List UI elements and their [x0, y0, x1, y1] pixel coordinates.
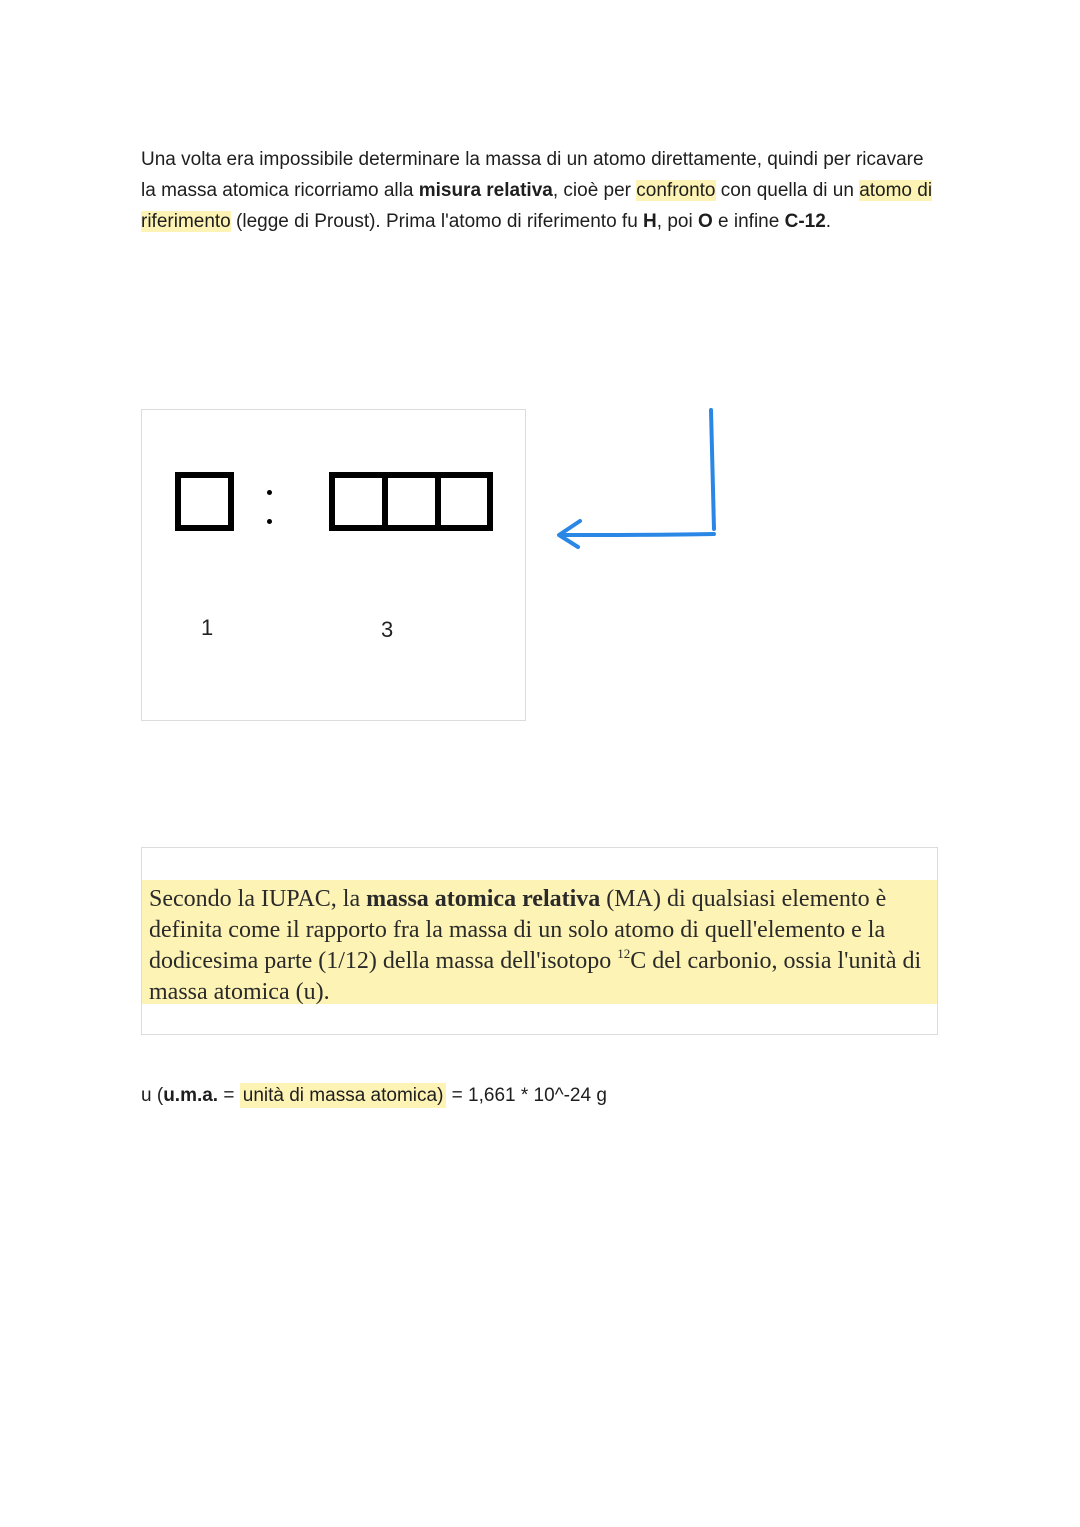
quote-text-2: (MA) di qualsiasi elemento è definita come il rapporto fra la massa di un solo atomo di quell'elemento e la dodicesima parte (1/12) della massa dell'isotopo [149, 886, 887, 974]
ratio-diagram [141, 409, 526, 721]
intro-text-4: (legge di Proust). Prima l'atomo di riferimento fu [230, 211, 644, 232]
formula-bold-uma: u.m.a. [163, 1085, 219, 1106]
formula-text-2: = [218, 1085, 240, 1106]
ratio-dot-bottom [267, 519, 272, 524]
intro-text-2: , cioè per [552, 180, 637, 201]
uma-formula [141, 1081, 607, 1111]
label-one: 1 [201, 615, 214, 640]
quote-text-1: Secondo la IUPAC, la [149, 886, 367, 912]
intro-text-5: , poi [656, 211, 698, 232]
right-square-2 [382, 472, 441, 531]
quote-bold-massa-atomica-relativa: massa atomica relativa [366, 886, 601, 912]
intro-bold-o: O [697, 211, 713, 232]
highlight-unita-di-massa-atomica: unità di massa atomica) [240, 1083, 447, 1108]
quote-text-3: C del carbonio, ossia l'unità di massa atomica (u). [149, 948, 922, 1005]
label-three: 3 [381, 617, 394, 642]
right-square-3 [435, 472, 493, 531]
formula-text-1: u ( [141, 1085, 164, 1106]
intro-text-6: e infine [712, 211, 785, 232]
highlight-atomo-di-riferimento: atomo di riferimento [141, 180, 933, 232]
isotope-superscript: 12 [617, 946, 631, 961]
highlight-confronto: confronto [636, 180, 716, 201]
formula-text-3: = 1,661 * 10^-24 g [446, 1085, 607, 1106]
arrow-left-icon [550, 405, 730, 555]
iupac-definition-box [141, 847, 938, 1035]
intro-bold-h: H [643, 211, 657, 232]
left-square [175, 472, 234, 531]
intro-text-1: Una volta era impossibile determinare la massa di un atomo direttamente, quindi per ricavare la massa atomica ricorriamo alla [141, 149, 924, 201]
right-square-1 [329, 472, 388, 531]
intro-text-7: . [825, 211, 832, 232]
ratio-dot-top [267, 490, 272, 495]
intro-bold-misura-relativa: misura relativa [418, 180, 553, 201]
intro-text-3: con quella di un [715, 180, 860, 201]
intro-bold-c12: C-12 [784, 211, 826, 232]
intro-paragraph [141, 144, 941, 237]
iupac-definition-text [142, 880, 937, 1004]
